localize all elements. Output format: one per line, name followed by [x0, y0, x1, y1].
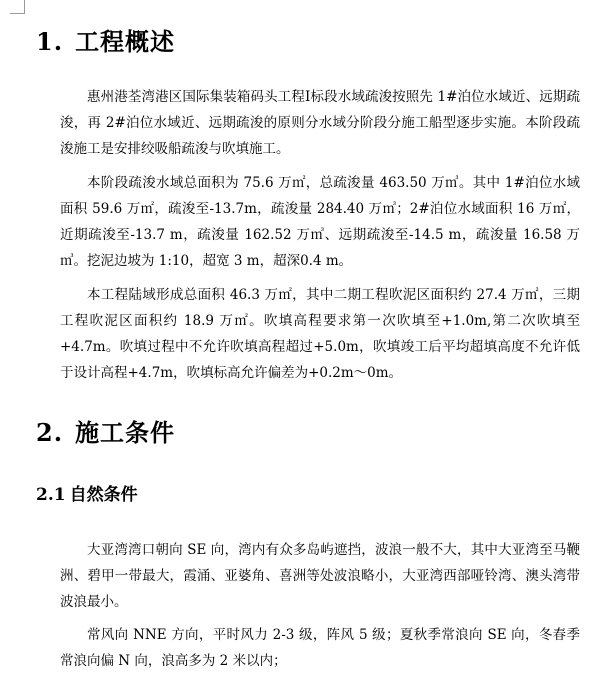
- subsection-2-1-paragraph-1: 大亚湾湾口朝向 SE 向，湾内有众多岛屿遮挡，波浪一般不大，其中大亚湾至马鞭洲、碧甲一带最大，霞涌、亚婆角、喜洲等处波浪略小，大亚湾西部哑铃湾、澳头湾带波浪最小。: [60, 542, 580, 610]
- section-1-heading: [36, 26, 175, 58]
- section-1-number: 1.: [36, 27, 64, 56]
- page-corner-mark: [10, 0, 25, 14]
- subsection-2-1-title: 自然条件: [69, 485, 138, 505]
- section-1-paragraph-3: 本工程陆域形成总面积 46.3 万㎡，其中二期工程吹泥区面积约 27.4 万㎡，三期工程吹泥区面积约 18.9 万㎡。吹填高程要求第一次吹填至+1.0m,第二次吹填至+4.7m。吹填过程中不允许吹填高程超过+5.0m，吹填竣工后平均超填高度不允许低于设计高程+4.7m，吹填标高允许偏差为+0.2m～0m。: [60, 287, 580, 381]
- section-1-paragraph-1: 惠州港荃湾港区国际集装箱码头工程Ⅰ标段水域疏浚按照先 1#泊位水域近、远期疏浚，再 2#泊位水域近、远期疏浚的原则分水域分阶段分施工船型逐步实施。本阶段疏浚施工是安排绞吸船疏浚与吹填施工。: [60, 89, 580, 157]
- section-2-number: 2.: [36, 418, 64, 447]
- section-1-title: 工程概述: [75, 27, 176, 56]
- section-2-title: 施工条件: [75, 418, 176, 447]
- subsection-2-1-paragraph-2: 常风向 NNE 方向，平时风力 2-3 级，阵风 5 级；夏秋季常浪向 SE 向，冬春季常浪向偏 N 向，浪高多为 2 米以内；: [60, 627, 580, 669]
- section-1-paragraph-2: 本阶段疏浚水域总面积为 75.6 万㎡，总疏浚量 463.50 万㎥。其中 1#泊位水域面积 59.6 万㎡，疏浚至-13.7m，疏浚量 284.40 万㎥；2#泊位水域面积 16 万㎡，近期疏浚至-13.7 m，疏浚量 162.52 万㎥、远期疏浚至-14.5 m，疏浚量 16.58 万㎥。挖泥边坡为 1:10，超宽 3 m，超深0.4 m。: [60, 175, 580, 269]
- section-2-heading: [36, 417, 175, 449]
- subsection-2-1-heading: [36, 483, 138, 507]
- subsection-2-1-number: 2.1: [36, 485, 66, 505]
